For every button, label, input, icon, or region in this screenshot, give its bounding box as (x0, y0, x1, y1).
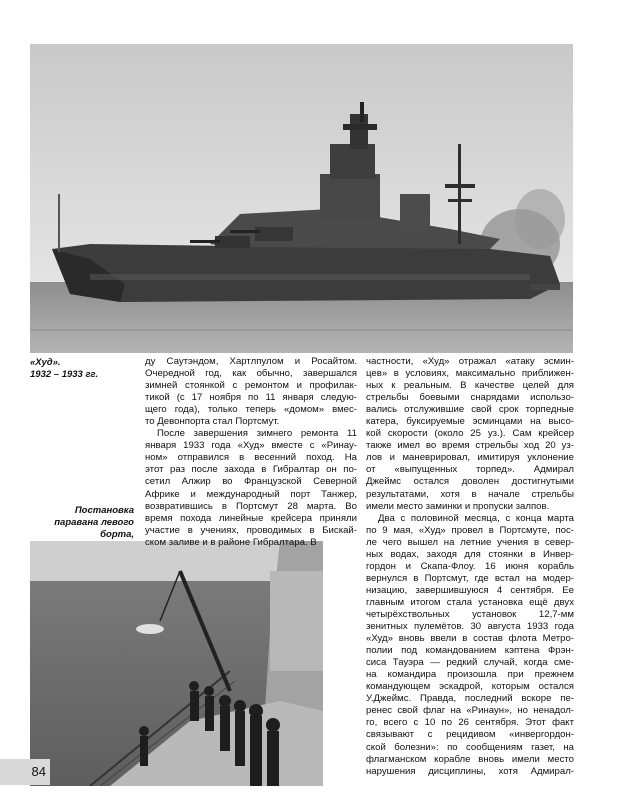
text-line: После завершения зимнего ремонта 11 (157, 428, 357, 440)
text-line: вернулся в Портсмут, где встал на модер- (366, 572, 574, 584)
text-line: ных к реальным. В качестве целей для (366, 380, 574, 392)
text-line: на командира произошла при прежнем (366, 669, 574, 681)
text-line: результатами, хотя в начале стрельбы (366, 488, 574, 500)
text-line: то Девонпорта стал Портсмут. (145, 416, 280, 428)
text-line: Два с половиной месяца, с конца марта (378, 512, 574, 524)
text-line: частности, «Худ» отражал «атаку эсмин- (366, 356, 574, 367)
page-number: 84 (31, 764, 46, 779)
text-line: командующем эскадрой, которым остался (366, 681, 574, 693)
text-line: ных водах, заходя для стоянки в Инвер- (366, 548, 574, 560)
text-line: вались отслужившие свой срок торпедные (366, 404, 574, 416)
text-line: зенитных пулемётов. 30 августа 1933 года (366, 621, 574, 633)
photo-caption-top (30, 357, 134, 381)
text-line: катера, буксируемые эсминцами на высо- (366, 416, 574, 428)
text-column-right (366, 356, 574, 778)
caption-dates: 1932 – 1933 гг. (30, 369, 99, 380)
text-line: нарушения дисциплины, хотя Адмирал- (366, 765, 574, 777)
caption-title: «Худ». (30, 357, 61, 368)
text-line: участие в учениях, проводимых в Бискай- (145, 524, 357, 536)
text-line: ду Саутэндом, Хартлпулом и Росайтом. (145, 356, 357, 367)
text-line: кой скорости (около 25 уз.). Сам крейсер (366, 428, 574, 440)
text-line: ле чего вышел на летние учения в север- (366, 536, 574, 548)
text-line: этот раз после захода в Гибралтар он по- (145, 464, 357, 476)
text-line: У.Джеймс. Правда, последний вскоре пе- (366, 693, 574, 705)
text-line: также имел во время стрельбы ход 20 уз- (366, 440, 574, 452)
text-line: связывают с рецидивом «инвергордон- (366, 729, 574, 741)
text-line: щего года), только теперь «домом» вмес- (145, 404, 357, 416)
text-line: Африке и международный порт Танжер, (145, 488, 357, 500)
text-column-middle (145, 356, 357, 549)
text-line: «Худ» вновь ввели в состав флота Метро- (366, 633, 574, 645)
text-line: от «выпущенных торпед». Адмирал (366, 464, 574, 476)
text-line: имели место заминки и пропуски залпов. (366, 500, 550, 512)
text-line: четырёхствольных установок 12,7-мм (366, 608, 574, 620)
deck-crew-photo (30, 541, 323, 786)
text-line: ном» отправился в весенний поход. На (145, 452, 357, 464)
text-line: ском заливе и в районе Гибралтара. В (145, 536, 317, 548)
text-line: стрельбы боевыми снарядами использо- (366, 392, 574, 404)
text-line: Джеймс остался доволен достигнутыми (366, 476, 574, 488)
text-line: возвратившись в Портсмут 28 марта. Во (145, 500, 357, 512)
text-line: Очередной год, как обычно, завершался (145, 368, 357, 380)
text-line: флагманском корабле вновь имели место (366, 753, 574, 765)
text-line: ренес свой флаг на «Ринаун», но ненадол- (366, 705, 574, 717)
text-line: низацию, завершившуюся 4 сентября. Ее (366, 584, 574, 596)
text-line: главным итогом стала установка ещё двух (366, 596, 574, 608)
text-line: полии под командованием кэптена Фрэн- (366, 645, 574, 657)
text-line: го, всего с 10 по 26 сентября. Этот факт (366, 717, 574, 729)
text-line: время похода линейные крейсера приняли (145, 512, 357, 524)
text-line: по 9 мая, «Худ» провел в Портсмуте, пос- (366, 524, 574, 536)
page-number-tab (0, 759, 50, 785)
text-line: лов и маневрировал, имитируя уклонение (366, 452, 574, 464)
text-line: цев» в условиях, максимально приближен- (366, 368, 574, 380)
text-line: января 1933 года «Худ» вместе с «Ринау- (145, 440, 357, 452)
battlecruiser-photo (30, 44, 573, 353)
text-line: сиса Тауэра — редкий случай, когда сме- (366, 657, 574, 669)
text-line: тикой (с 17 ноября по 11 января следую- (145, 392, 357, 404)
text-line: ской болезни»: по сообщениям газет, на (366, 741, 574, 753)
text-line: сетил Алжир во Французской Северной (145, 476, 357, 488)
text-line: гордон и Скапа-Флоу. 16 июня корабль (366, 560, 574, 572)
caption-title: Постановка паравана левого борта, (54, 505, 134, 540)
text-line: зимней стоянкой с ремонтом и профилак- (145, 380, 357, 392)
